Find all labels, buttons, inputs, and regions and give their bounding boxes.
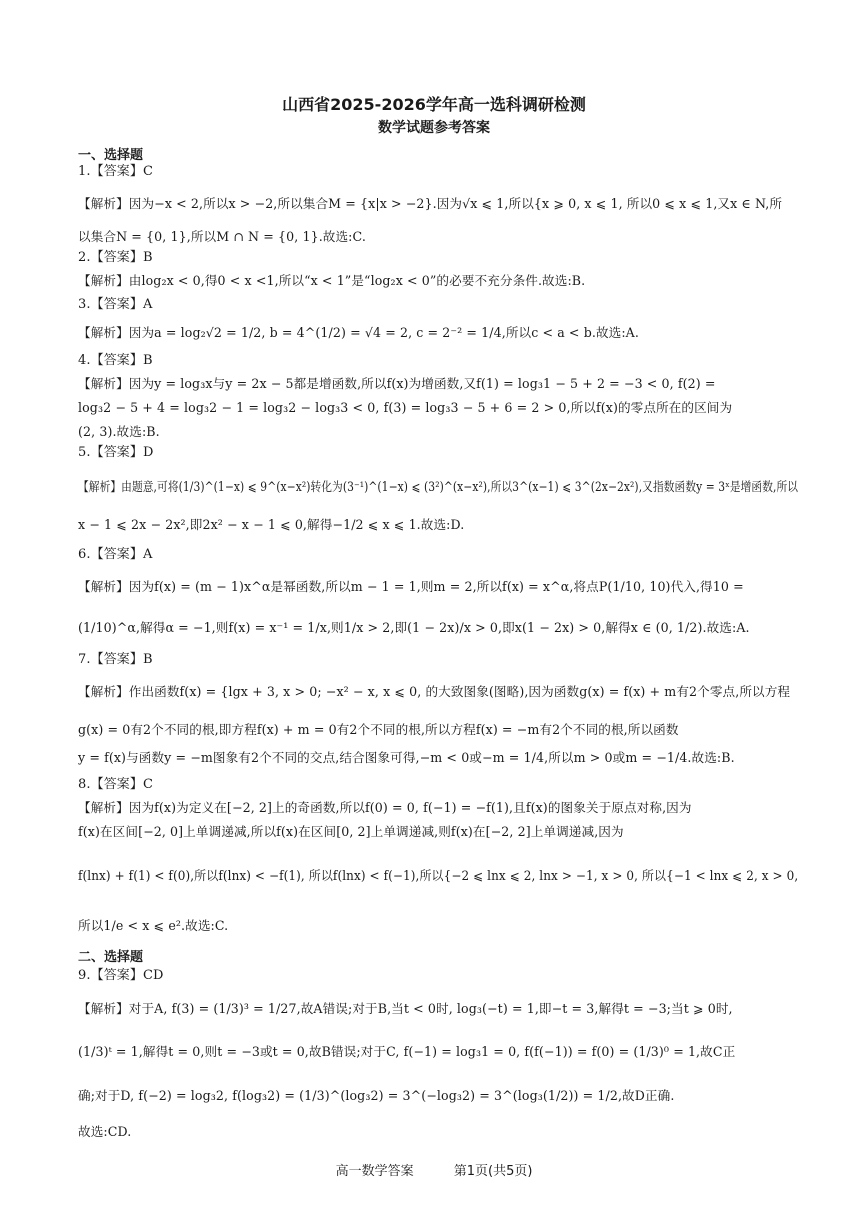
footer-doc-name: 高一数学答案 <box>335 1164 414 1179</box>
q8-solution-line: 【解析】因为f(x)为定义在[−2, 2]上的奇函数,所以f(0) = 0, f(−1) = −f(1),且f(x)的图象关于原点对称,因为 <box>78 800 692 815</box>
q6-solution-line: 【解析】因为f(x) = (m − 1)x^α是幂函数,所以m − 1 = 1,则m = 2,所以f(x) = x^α,将点P(1/10, 10)代入,得10 = <box>78 579 744 594</box>
q9-answer: 9.【答案】CD <box>78 968 164 983</box>
q8-solution-line: f(x)在区间[−2, 0]上单调递减,所以f(x)在区间[0, 2]上单调递减,则f(x)在[−2, 2]上单调递减,因为 <box>78 824 624 839</box>
q4-solution-line: 【解析】因为y = log₃x与y = 2x − 5都是增函数,所以f(x)为增函数,又f(1) = log₃1 − 5 + 2 = −3 < 0, f(2) = <box>78 376 716 391</box>
q5-answer: 5.【答案】D <box>78 445 154 460</box>
q8-solution-line: f(lnx) + f(1) < f(0),所以f(lnx) < −f(1), 所以f(lnx) < f(−1),所以{−2 ⩽ lnx ⩽ 2, lnx > −1, x > 0, 所以{−1 < lnx ⩽ 2, x > 0, <box>78 868 799 883</box>
q9-solution-line: 故选:CD. <box>78 1124 132 1139</box>
q3-answer: 3.【答案】A <box>78 297 153 312</box>
page-subtitle: 数学试题参考答案 <box>378 120 490 136</box>
page-footer <box>0 1160 868 1179</box>
section-heading-choice: 一、选择题 <box>78 148 144 163</box>
q8-solution-line: 所以1/e < x ⩽ e².故选:C. <box>78 918 229 933</box>
page-title: 山西省2025-2026学年高一选科调研检测 <box>282 95 586 114</box>
q4-solution-line: (2, 3).故选:B. <box>78 424 160 439</box>
q7-solution-line: 【解析】作出函数f(x) = {lgx + 3, x > 0; −x² − x, x ⩽ 0, 的大致图象(图略),因为函数g(x) = f(x) + m有2个零点,所以方程 <box>78 684 791 699</box>
q6-solution-line: (1/10)^α,解得α = −1,则f(x) = x⁻¹ = 1/x,则1/x > 2,即(1 − 2x)/x > 0,即x(1 − 2x) > 0,解得x ∈ (0, 1/2).故选:A. <box>78 620 750 635</box>
q7-solution-line: g(x) = 0有2个不同的根,即方程f(x) + m = 0有2个不同的根,所以方程f(x) = −m有2个不同的根,所以函数 <box>78 722 679 737</box>
q1-solution-line: 【解析】因为−x < 2,所以x > −2,所以集合M = {x|x > −2}.因为√x ⩽ 1,所以{x ⩾ 0, x ⩽ 1, 所以0 ⩽ x ⩽ 1,又x ∈ N,所 <box>78 196 783 211</box>
q9-solution-line: 确;对于D, f(−2) = log₃2, f(log₃2) = (1/3)^(log₃2) = 3^(−log₃2) = 3^(log₃(1/2)) = 1/2,故D正确. <box>78 1088 675 1103</box>
q9-solution-line: 【解析】对于A, f(3) = (1/3)³ = 1/27,故A错误;对于B,当t < 0时, log₃(−t) = 1,即−t = 3,解得t = −3;当t ⩾ 0时, <box>78 1001 733 1016</box>
q9-solution-line: (1/3)ᵗ = 1,解得t = 0,则t = −3或t = 0,故B错误;对于C, f(−1) = log₃1 = 0, f(f(−1)) = f(0) = (1/3)⁰ = 1,故C正 <box>78 1044 736 1059</box>
q5-solution-line: x − 1 ⩽ 2x − 2x²,即2x² − x − 1 ⩽ 0,解得−1/2 ⩽ x ⩽ 1.故选:D. <box>78 517 465 532</box>
q1-solution-line: 以集合N = {0, 1},所以M ∩ N = {0, 1}.故选:C. <box>78 229 366 244</box>
q8-answer: 8.【答案】C <box>78 777 154 792</box>
q6-answer: 6.【答案】A <box>78 547 153 562</box>
q4-answer: 4.【答案】B <box>78 353 153 368</box>
q5-solution-line: 【解析】由题意,可将(1/3)^(1−x) ⩽ 9^(x−x²)转化为(3⁻¹)^(1−x) ⩽ (3²)^(x−x²),所以3^(x−1) ⩽ 3^(2x−2x²),又指数函数y = 3ˣ是增函数,所以 <box>78 479 799 494</box>
q1-answer: 1.【答案】C <box>78 164 154 179</box>
section-heading-multi-choice: 二、选择题 <box>78 950 144 965</box>
q3-solution-line: 【解析】因为a = log₂√2 = 1/2, b = 4^(1/2) = √4 = 2, c = 2⁻² = 1/4,所以c < a < b.故选:A. <box>78 325 639 340</box>
q2-solution-line: 【解析】由log₂x < 0,得0 < x <1,所以“x < 1”是“log₂x < 0”的必要不充分条件.故选:B. <box>78 273 586 288</box>
q4-solution-line: log₃2 − 5 + 4 = log₃2 − 1 = log₃2 − log₃3 < 0, f(3) = log₃3 − 5 + 6 = 2 > 0,所以f(x)的零点所在的区间为 <box>78 400 733 415</box>
q7-solution-line: y = f(x)与函数y = −m图象有2个不同的交点,结合图象可得,−m < 0或−m = 1/4,所以m > 0或m = −1/4.故选:B. <box>78 750 735 765</box>
footer-page-number: 第1页(共5页) <box>453 1164 533 1179</box>
q2-answer: 2.【答案】B <box>78 250 153 265</box>
q7-answer: 7.【答案】B <box>78 652 153 667</box>
